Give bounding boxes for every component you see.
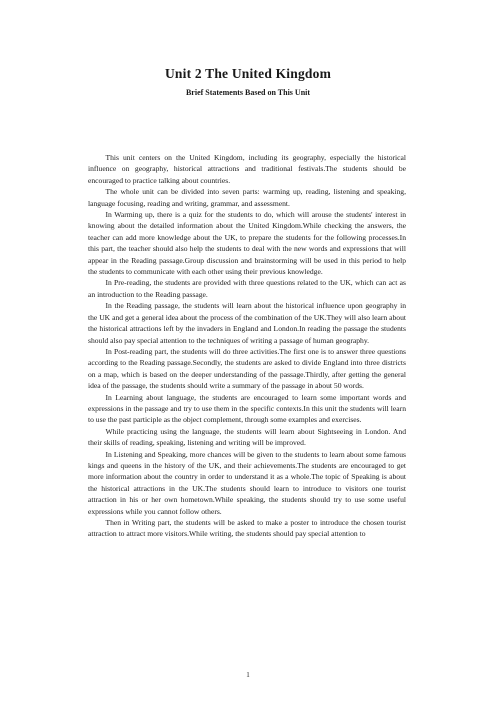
paragraph-listening-speaking: In Listening and Speaking, more chances will be given to the students to learn about some famous kings and queens in the history of the UK, and their achievements.The students are encouraged to get more information about the country in order to understand it as a whole.The topic of Speaking is about the historical attractions in the UK.The students should learn to introduce to visitors one tourist attraction in his or her own hometown.While speaking, the students should try to use some useful expressions while you cannot follow others. [88, 449, 406, 516]
document-body [88, 152, 406, 540]
paragraph-learning-language: In Learning about language, the students are encouraged to learn some important words and expressions in the passage and try to use them in the specific contexts.In this unit the students will learn to use the past participle as the object complement, through some examples and exercises. [88, 392, 406, 425]
page-number: 1 [246, 671, 250, 679]
paragraph-parts: The whole unit can be divided into seven parts: warming up, reading, listening and speaking, language focusing, reading and writing, grammar, and assessment. [88, 187, 406, 208]
paragraph-post-reading: In Post-reading part, the students will do three activities.The first one is to answer three questions according to the Reading passage.Secondly, the students are asked to divide England into three districts on a map, which is based on the deeper understanding of the passage.Thirdly, after getting the general idea of the passage, the students should write a summary of the passage in about 50 words. [88, 346, 406, 391]
page-title: Unit 2 The United Kingdom [164, 66, 332, 81]
paragraph-writing: Then in Writing part, the students will be asked to make a poster to introduce the chosen tourist attraction to attract more visitors.While writing, the students should pay special attention to [88, 518, 406, 539]
paragraph-practicing: While practicing using the language, the students will learn about Sightseeing in London. And their skills of reading, speaking, listening and writing will be improved. [88, 426, 406, 448]
paragraph-reading: In the Reading passage, the students will learn about the historical influence upon geography in the UK and get a general idea about the process of the combination of the UK.They will also learn about the historical attractions left by the invaders in England and London.In reading the passage the students should also pay special attention to the techniques of writing a passage of human geography. [88, 301, 406, 345]
paragraph-pre-reading: In Pre-reading, the students are provided with three questions related to the UK, which can act as an introduction to the Reading passage. [88, 278, 406, 299]
paragraph-overview: This unit centers on the United Kingdom, including its geography, especially the historical influence on geography, historical attractions and traditional festivals.The students should be encouraged to practice talking about countries. [88, 153, 406, 185]
page-subtitle: Brief Statements Based on This Unit [185, 88, 311, 97]
paragraph-warming-up: In Warming up, there is a quiz for the students to do, which will arouse the students' interest in knowing about the detailed information about the United Kingdom.While checking the answers, the teacher can add more knowledge about the UK, to prepare the students for the following processes.In this part, the teacher should also help the students to deal with the new words and expressions that will appear in the Reading passage.Group discussion and brainstorming will be used in this period to help the students to communicate with each other using their previous knowledge. [88, 210, 406, 277]
